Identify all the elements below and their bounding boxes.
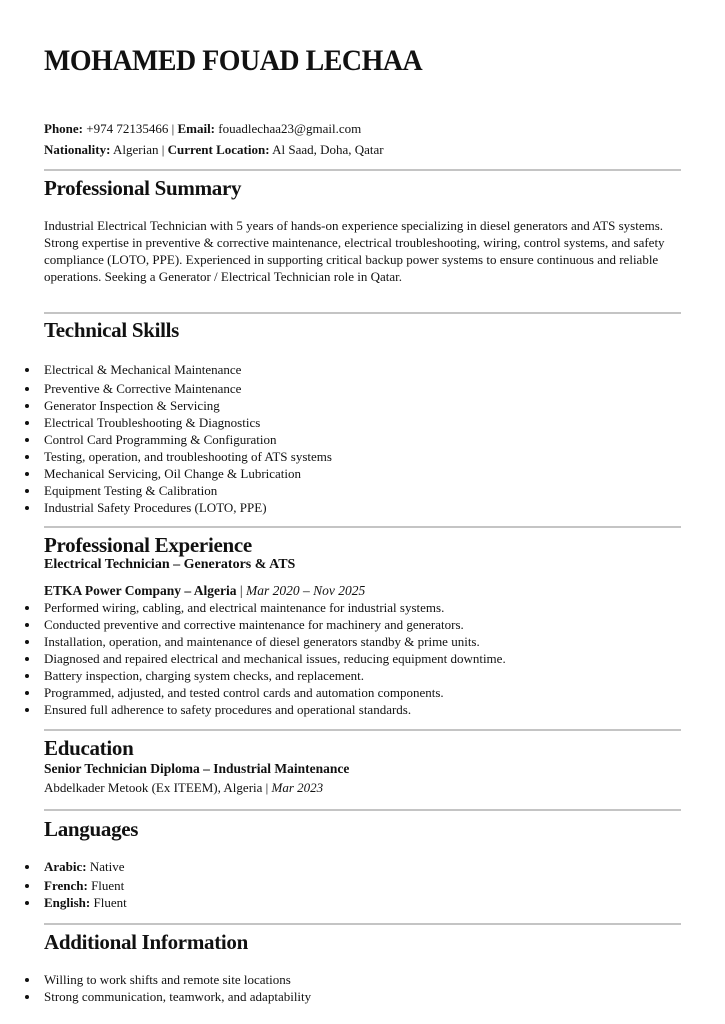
language-item — [44, 894, 127, 911]
separator: | — [161, 142, 165, 157]
candidate-name: MOHAMED FOUAD LECHAA — [44, 44, 423, 77]
language-name: English: — [44, 895, 91, 910]
list-item: Equipment Testing & Calibration — [44, 482, 332, 499]
additional-heading: Additional Information — [44, 930, 249, 954]
languages-heading: Languages — [44, 817, 139, 841]
divider — [44, 526, 681, 528]
location: Al Saad, Doha, Qatar — [272, 142, 384, 157]
location-label: Current Location: — [167, 142, 270, 157]
company: ETKA Power Company – Algeria — [44, 583, 237, 598]
list-item: Control Card Programming & Configuration — [44, 431, 332, 448]
divider — [44, 169, 681, 171]
divider — [44, 729, 681, 731]
language-level: Fluent — [91, 878, 125, 893]
email-label: Email: — [177, 121, 216, 136]
school-line — [44, 777, 323, 798]
phone-label: Phone: — [44, 121, 83, 136]
divider — [44, 923, 681, 925]
language-item — [44, 858, 127, 875]
language-item — [44, 877, 127, 894]
email[interactable]: fouadlechaa23@gmail.com — [218, 121, 362, 136]
list-item: Industrial Safety Procedures (LOTO, PPE) — [44, 499, 332, 516]
list-item: Performed wiring, cabling, and electrical maintenance for industrial systems. — [44, 599, 506, 616]
list-item: Mechanical Servicing, Oil Change & Lubrication — [44, 465, 332, 482]
job-company-line — [44, 580, 365, 601]
education-date: Mar 2023 — [271, 780, 324, 795]
experience-list — [44, 599, 506, 718]
list-item: Conducted preventive and corrective maintenance for machinery and generators. — [44, 616, 506, 633]
phone: +974 72135466 — [86, 121, 169, 136]
additional-list — [44, 971, 311, 1005]
list-item: Battery inspection, charging system checks, and replacement. — [44, 667, 506, 684]
experience-heading: Professional Experience — [44, 533, 252, 557]
list-item: Preventive & Corrective Maintenance — [44, 380, 332, 397]
divider — [44, 312, 681, 314]
separator: | — [171, 121, 175, 136]
summary-text: Industrial Electrical Technician with 5 years of hands-on experience specializing in diesel generators and ATS systems. Strong expertise in preventive & corrective maintenance, electrical troubleshooting, wiring, control systems, and safety compliance (LOTO, PPE). Experienced in supporting critical backup power systems to ensure continuous and reliable operations. Seeking a Generator / Electrical Technician role in Qatar. — [44, 218, 665, 284]
job-title: Electrical Technician – Generators & ATS — [44, 557, 296, 572]
language-name: French: — [44, 878, 88, 893]
summary-heading: Professional Summary — [44, 176, 242, 200]
list-item: Diagnosed and repaired electrical and mechanical issues, reducing equipment downtime. — [44, 651, 506, 666]
list-item: Programmed, adjusted, and tested control cards and automation components. — [44, 684, 506, 701]
contact-line-2 — [44, 139, 384, 160]
list-item: Installation, operation, and maintenance of diesel generators standby & prime units. — [44, 633, 506, 650]
list-item: Electrical & Mechanical Maintenance — [44, 361, 332, 378]
job-dates: Mar 2020 – Nov 2025 — [245, 583, 366, 598]
list-item: Strong communication, teamwork, and adaptability — [44, 989, 312, 1004]
list-item: Ensured full adherence to safety procedures and operational standards. — [44, 701, 506, 718]
separator: | — [265, 780, 269, 795]
separator: | — [239, 583, 243, 598]
nationality-label: Nationality: — [44, 142, 111, 157]
list-item: Testing, operation, and troubleshooting of ATS systems — [44, 449, 332, 464]
language-name: Arabic: — [44, 859, 87, 874]
languages-list — [44, 858, 127, 911]
skills-heading: Technical Skills — [44, 318, 180, 342]
list-item: Electrical Troubleshooting & Diagnostics — [44, 414, 332, 431]
list-item: Willing to work shifts and remote site locations — [44, 971, 311, 988]
language-level: Fluent — [93, 895, 127, 910]
language-level: Native — [89, 859, 125, 874]
list-item: Generator Inspection & Servicing — [44, 397, 332, 414]
nationality: Algerian — [113, 142, 159, 157]
skills-list — [44, 361, 332, 516]
education-heading: Education — [44, 736, 134, 760]
divider — [44, 809, 681, 811]
school: Abdelkader Metook (Ex ITEEM), Algeria — [44, 780, 263, 795]
degree: Senior Technician Diploma – Industrial Maintenance — [44, 761, 350, 776]
contact-line-1 — [44, 118, 361, 139]
